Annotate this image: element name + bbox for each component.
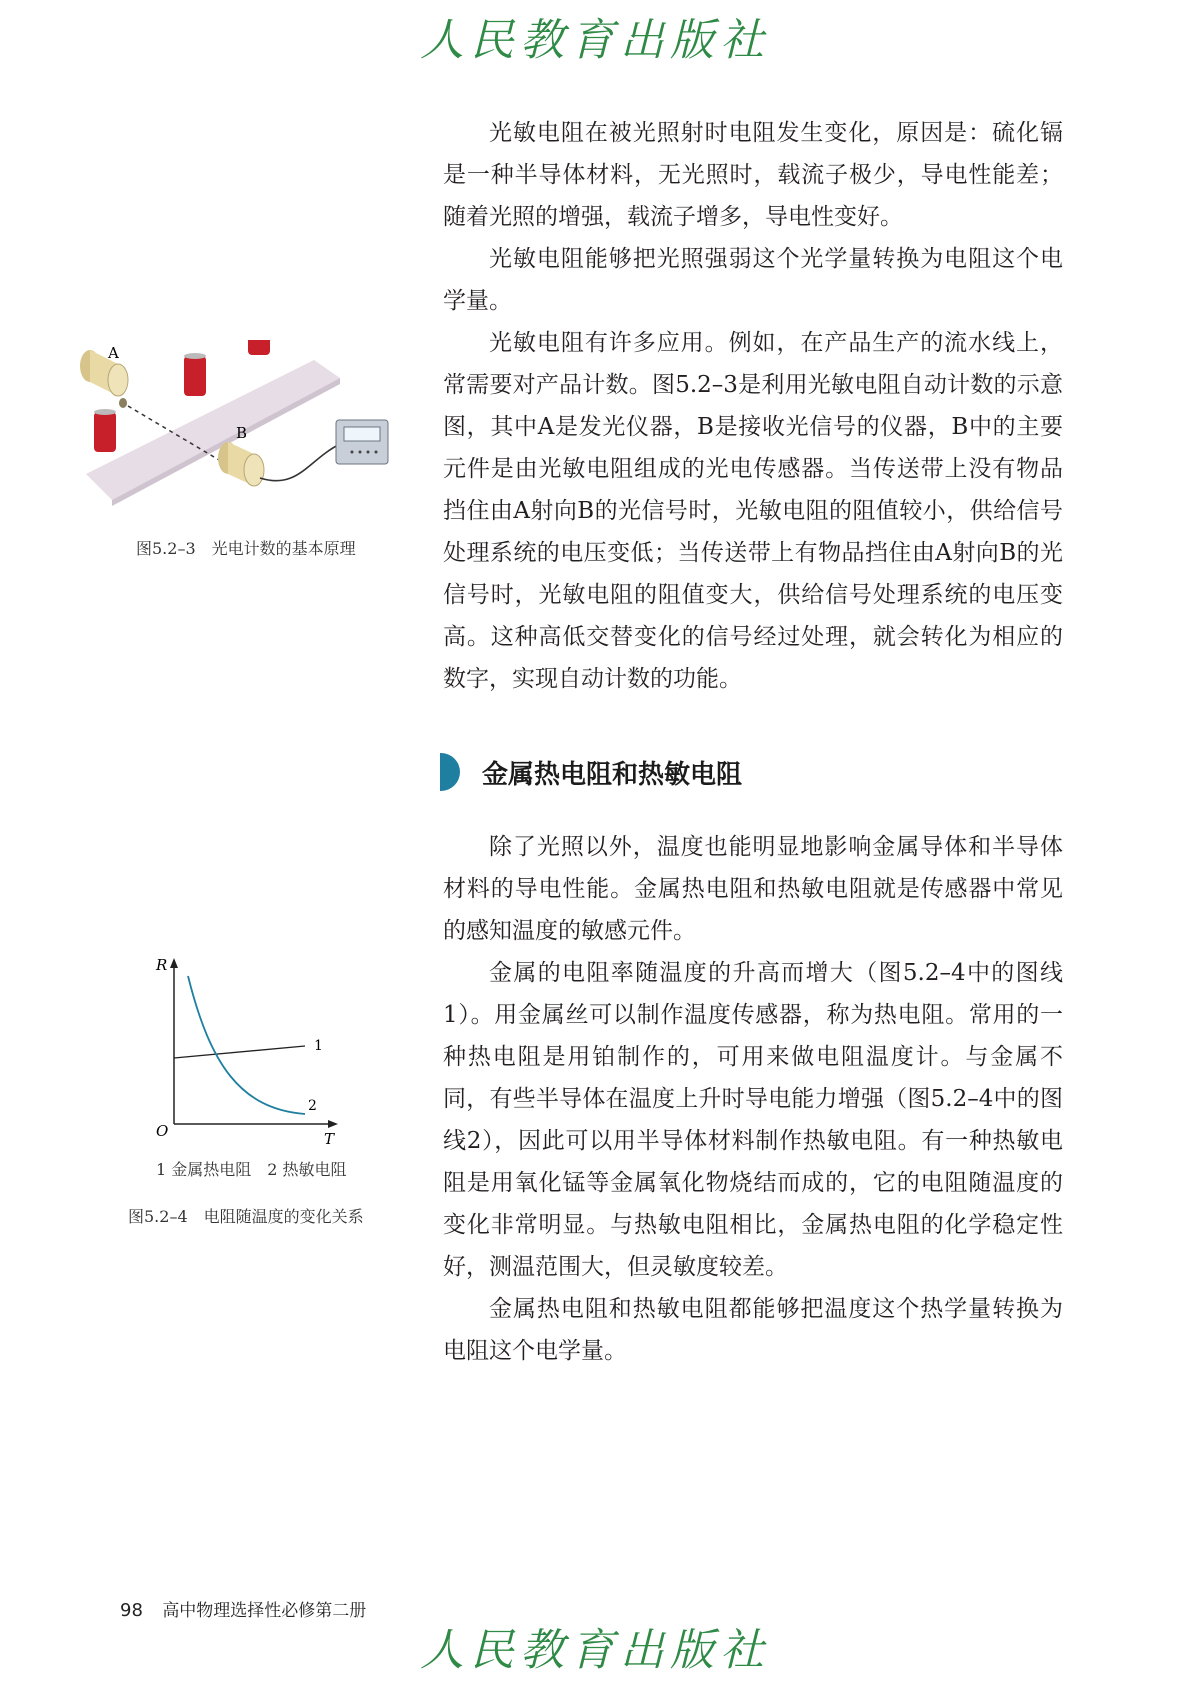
publisher-logo-top: 人民教育出版社: [420, 15, 770, 66]
page-number: 98: [120, 1600, 143, 1621]
signal-cable: [260, 444, 340, 481]
paragraph: 光敏电阻在被光照射时电阻发生变化，原因是：硫化镉是一种半导体材料，无光照时，载流子极少，导电性能差；随着光照的增强，载流子增多，导电性变好。: [443, 120, 1063, 230]
conveyor-belt-edge: [112, 378, 340, 506]
y-axis-label: R: [156, 956, 168, 974]
text-block-bottom: [443, 826, 1063, 1372]
text-block-top: [443, 112, 1063, 700]
x-axis-label: T: [324, 1130, 335, 1144]
emitter-a: [80, 350, 128, 408]
paragraph: 金属热电阻和热敏电阻都能够把温度这个热学量转换为电阻这个电学量。: [443, 1296, 1063, 1364]
receiver-b: [218, 442, 264, 486]
label-b: B: [236, 424, 248, 442]
signal-processor: [336, 420, 388, 464]
paragraph: 除了光照以外，温度也能明显地影响金属导体和半导体材料的导电性能。金属热电阻和热敏电阻就是传感器中常见的感知温度的敏感元件。: [443, 834, 1063, 944]
book-title: 高中物理选择性必修第二册: [162, 1601, 367, 1621]
figure-caption: 图5.2–4 电阻随温度的变化关系: [128, 1207, 364, 1226]
product-can: [248, 340, 270, 355]
resistance-temperature-graph: [140, 954, 360, 1144]
line-2-label: 2: [308, 1098, 317, 1114]
figure-caption: 图5.2–3 光电计数的基本原理: [136, 539, 356, 558]
photoelectric-counter-illustration: [78, 340, 428, 520]
origin-label: O: [156, 1122, 169, 1140]
product-can: [94, 409, 116, 452]
line-1-metal: [174, 1046, 305, 1058]
heading-marker: [440, 753, 460, 791]
publisher-logo-bottom: 人民教育出版社: [420, 1625, 770, 1676]
section-title: 金属热电阻和热敏电阻: [482, 759, 743, 790]
x-axis-arrow: [328, 1120, 338, 1128]
y-axis-arrow: [170, 958, 178, 968]
paragraph: 金属的电阻率随温度的升高而增大（图5.2–4中的图线1）。用金属丝可以制作温度传感器，称为热电阻。常用的一种热电阻是用铂制作的，可用来做电阻温度计。与金属不同，有些半导体在温度上升时导电能力增强（图5.2–4中的图线2），因此可以用半导体材料制作热敏电阻。有一种热敏电阻是用氧化锰等金属氧化物烧结而成的，它的电阻随温度的变化非常明显。与热敏电阻相比，金属热电阻的化学稳定性好，测温范围大，但灵敏度较差。: [443, 960, 1063, 1280]
line-1-label: 1: [314, 1038, 323, 1054]
figure-legend: 1 金属热电阻 2 热敏电阻: [156, 1160, 347, 1179]
product-can: [184, 353, 206, 396]
section-heading: [440, 752, 742, 792]
line-2-thermistor: [188, 976, 305, 1114]
paragraph: 光敏电阻能够把光照强弱这个光学量转换为电阻这个电学量。: [443, 246, 1063, 314]
paragraph: 光敏电阻有许多应用。例如，在产品生产的流水线上，常需要对产品计数。图5.2–3是利用光敏电阻自动计数的示意图，其中A是发光仪器，B是接收光信号的仪器，B中的主要元件是由光敏电阻组成的光电传感器。当传送带上没有物品挡住由A射向B的光信号时，光敏电阻的阻值较小，供给信号处理系统的电压变低；当传送带上有物品挡住由A射向B的光信号时，光敏电阻的阻值变大，供给信号处理系统的电压变高。这种高低交替变化的信号经过处理，就会转化为相应的数字，实现自动计数的功能。: [443, 330, 1063, 692]
label-a: A: [108, 344, 119, 362]
